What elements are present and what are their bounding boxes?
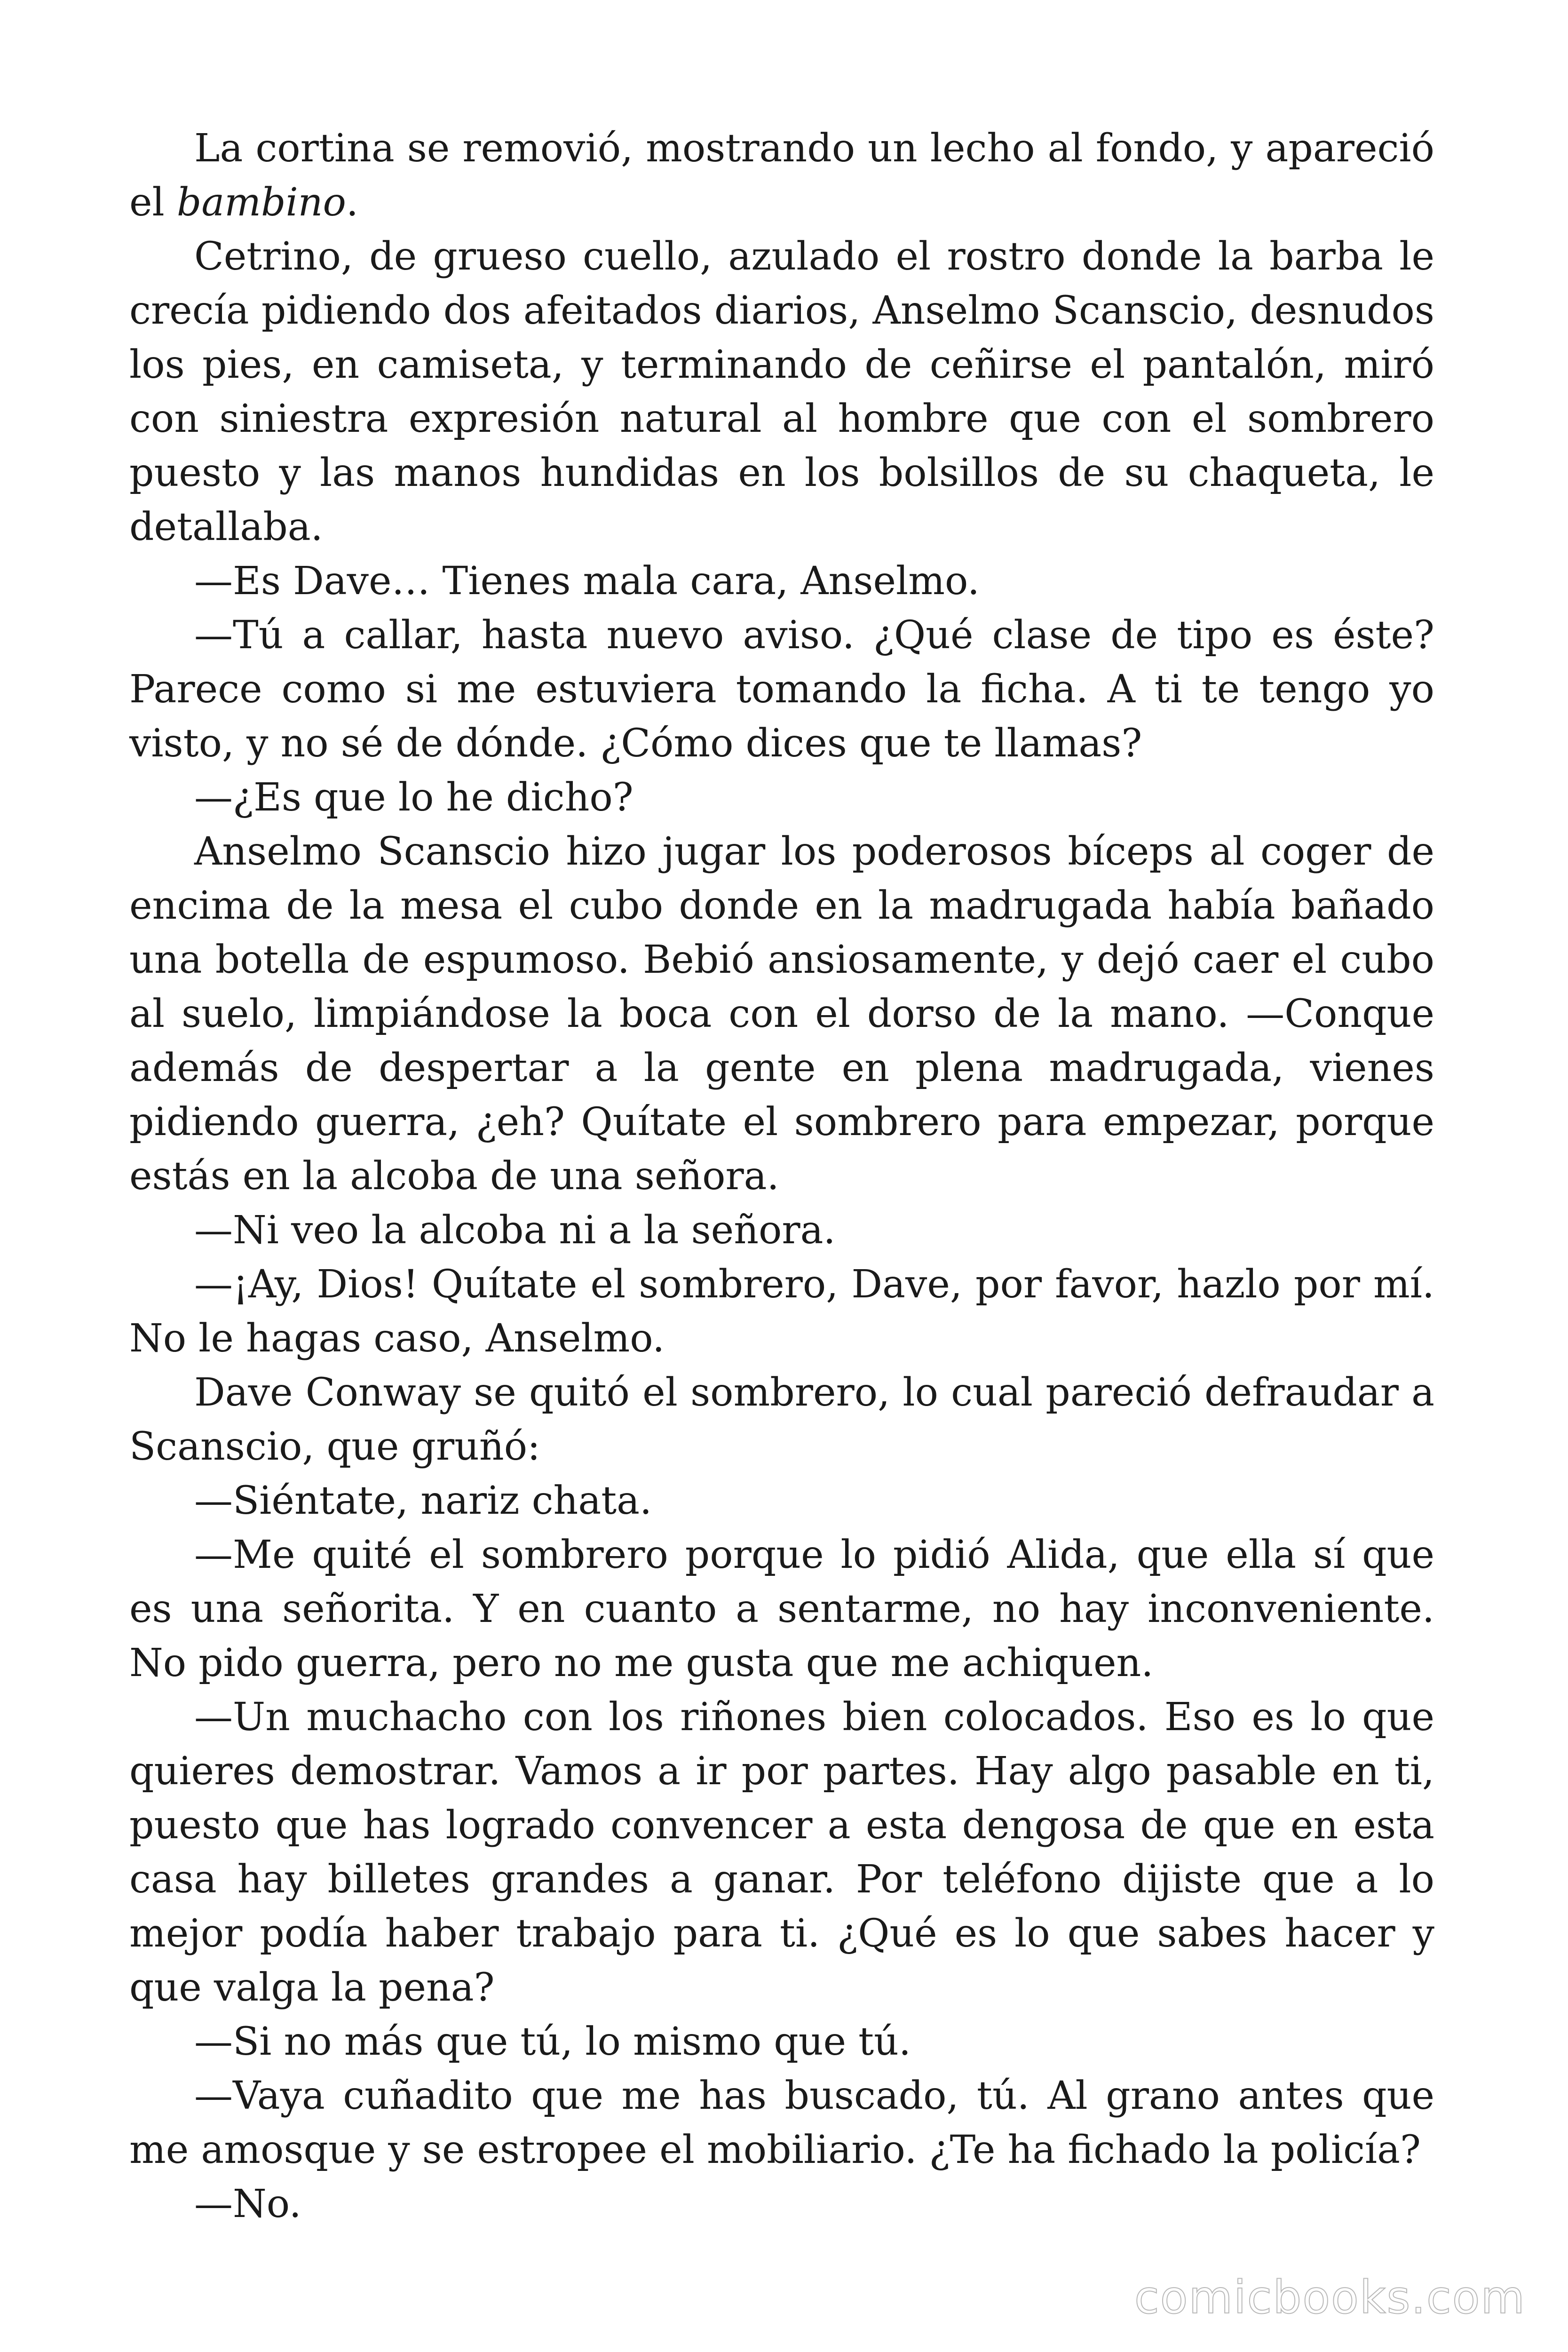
paragraph: —Me quité el sombrero porque lo pidió Alida, que ella sí que es una señorita. Y en cuanto a sentarme, no hay inconveniente. No pido guerra, pero no me gusta que me achiquen.	[129, 1533, 1434, 1685]
body-text	[129, 121, 1434, 2231]
paragraph: —Vaya cuñadito que me has buscado, tú. Al grano antes que me amosque y se estropee el mobiliario. ¿Te ha fichado la policía?	[129, 2074, 1434, 2172]
emphasized-word: bambino	[176, 180, 346, 225]
paragraph: —Es Dave… Tienes mala cara, Anselmo.	[194, 559, 980, 604]
paragraph: —Ni veo la alcoba ni a la señora.	[194, 1208, 836, 1253]
paragraph: —Siéntate, nariz chata.	[194, 1478, 652, 1523]
paragraph: —¡Ay, Dios! Quítate el sombrero, Dave, por favor, hazlo por mí. No le hagas caso, Anselmo.	[129, 1262, 1434, 1361]
paragraph: —Si no más que tú, lo mismo que tú.	[194, 2019, 911, 2064]
paragraph: Anselmo Scanscio hizo jugar los poderosos bíceps al coger de encima de la mesa el cubo donde en la madrugada había bañado una botella de espumoso. Bebió ansiosamente, y dejó caer el cubo al suelo, limpiándose la boca con el dorso de la mano. —Conque además de despertar a la gente en plena madrugada, vienes pidiendo guerra, ¿eh? Quítate el sombrero para empezar, porque estás en la alcoba de una señora.	[129, 829, 1434, 1199]
paragraph: La cortina se removió, mostrando un lecho al fondo, y apareció el bambino.	[129, 126, 1434, 225]
paragraph: —¿Es que lo he dicho?	[194, 775, 634, 820]
paragraph: Cetrino, de grueso cuello, azulado el rostro donde la barba le crecía pidiendo dos afeitados diarios, Anselmo Scanscio, desnudos los pies, en camiseta, y terminando de ceñirse el pantalón, miró con siniestra expresión natural al hombre que con el sombrero puesto y las manos hundidas en los bolsillos de su chaqueta, le detallaba.	[129, 234, 1434, 549]
paragraph: Dave Conway se quitó el sombrero, lo cual pareció defraudar a Scanscio, que gruñó:	[129, 1370, 1434, 1469]
paragraph: —No.	[194, 2182, 301, 2226]
watermark: comicbooks.com	[1134, 2271, 1526, 2324]
paragraph: —Tú a callar, hasta nuevo aviso. ¿Qué clase de tipo es éste? Parece como si me estuviera tomando la ficha. A ti te tengo yo visto, y no sé de dónde. ¿Cómo dices que te llamas?	[129, 613, 1434, 766]
paragraph: —Un muchacho con los riñones bien colocados. Eso es lo que quieres demostrar. Vamos a ir por partes. Hay algo pasable en ti, puesto que has logrado convencer a esta dengosa de que en esta casa hay billetes grandes a ganar. Por teléfono dijiste que a lo mejor podía haber trabajo para ti. ¿Qué es lo que sabes hacer y que valga la pena?	[129, 1695, 1434, 2010]
